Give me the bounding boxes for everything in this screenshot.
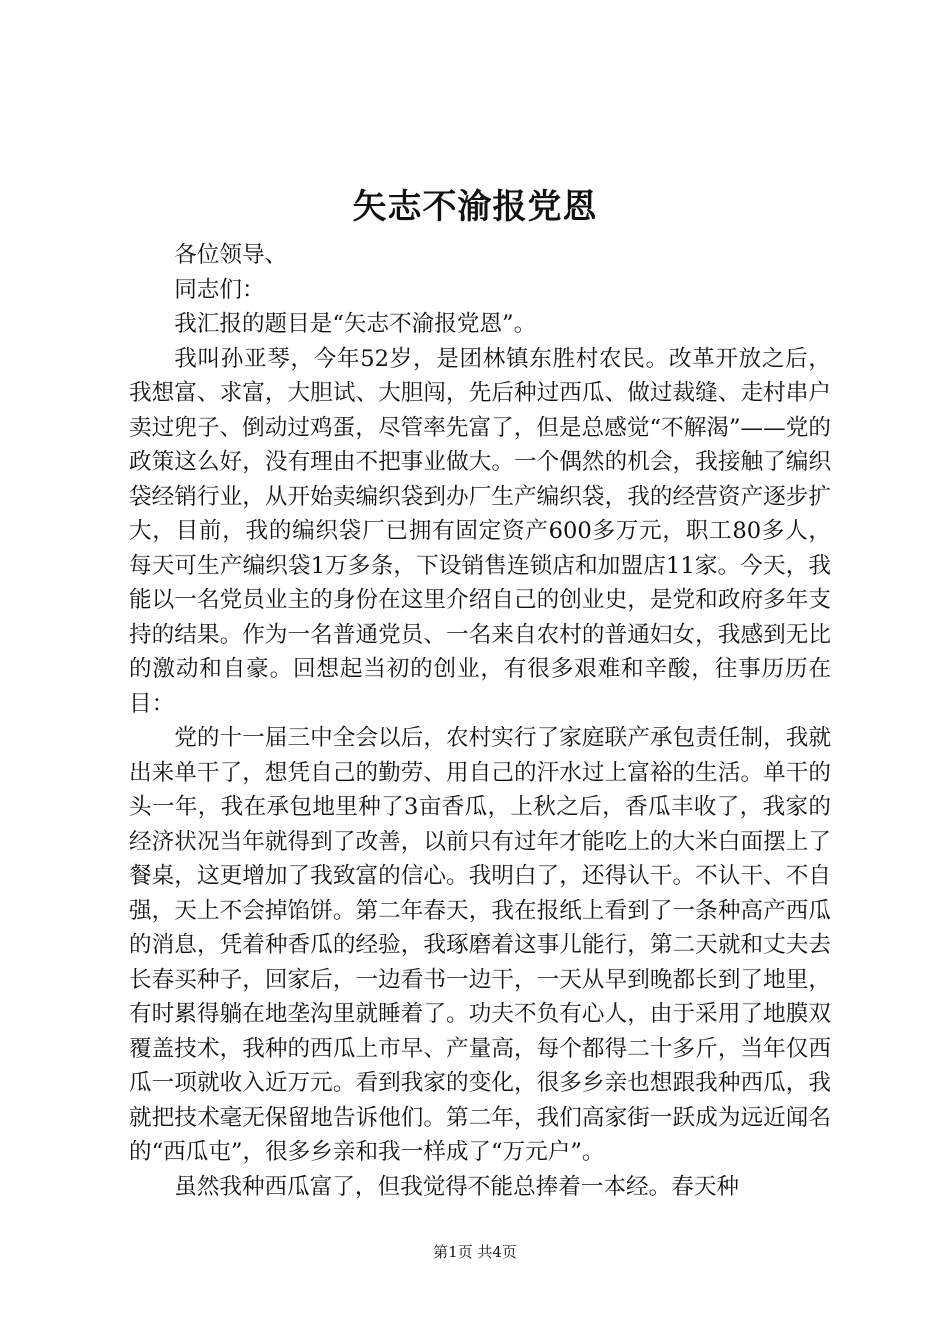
- salutation-line: 同志们：: [174, 276, 265, 303]
- page-number-footer: 第1页 共4页: [433, 1243, 517, 1261]
- document-title: 矢志不渝报党恩: [352, 187, 598, 227]
- body-paragraph: 虽然我种西瓜富了，但我觉得不能总捧着一本经。春天种: [174, 1173, 740, 1200]
- body-paragraph: 我叫孙亚琴，今年52岁，是团林镇东胜村农民。改革开放之后，我想富、求富，大胆试、大胆闯，先后种过西瓜、做过裁缝、走村串户卖过兜子、倒动过鸡蛋，尽管率先富了，但是总感觉“不解渴”——党的政策这么好，没有理由不把事业做大。一个偶然的机会，我接触了编织袋经销行业，从开始卖编织袋到办厂生产编织袋，我的经营资产逐步扩大，目前，我的编织袋厂已拥有固定资产600多万元，职工80多人，每天可生产编织袋1万多条，下设销售连锁店和加盟店11家。今天，我能以一名党员业主的身份在这里介绍自己的创业史，是党和政府多年支持的结果。作为一名普通党员、一名来自农村的普通妇女，我感到无比的激动和自豪。回想起当初的创业，有很多艰难和辛酸，往事历历在目：: [129, 345, 831, 717]
- salutation-line: 各位领导、: [174, 242, 288, 268]
- document-body: [129, 238, 831, 1204]
- body-paragraph: 我汇报的题目是“矢志不渝报党恩”。: [174, 311, 537, 337]
- body-paragraph: 党的十一届三中全会以后，农村实行了家庭联产承包责任制，我就出来单干了，想凭自己的勤劳、用自己的汗水过上富裕的生活。单干的头一年，我在承包地里种了3亩香瓜，上秋之后，香瓜丰收了，我家的经济状况当年就得到了改善，以前只有过年才能吃上的大米白面摆上了餐桌，这更增加了我致富的信心。我明白了，还得认干。不认干、不自强，天上不会掉馅饼。第二年春天，我在报纸上看到了一条种高产西瓜的消息，凭着种香瓜的经验，我琢磨着这事儿能行，第二天就和丈夫去长春买种子，回家后，一边看书一边干，一天从早到晚都长到了地里，有时累得躺在地垄沟里就睡着了。功夫不负有心人，由于采用了地膜双覆盖技术，我种的西瓜上市早、产量高，每个都得二十多斤，当年仅西瓜一项就收入近万元。看到我家的变化，很多乡亲也想跟我种西瓜，我就把技术毫无保留地告诉他们。第二年，我们高家街一跃成为远近闻名的“西瓜屯”，很多乡亲和我一样成了“万元户”。: [129, 725, 831, 1165]
